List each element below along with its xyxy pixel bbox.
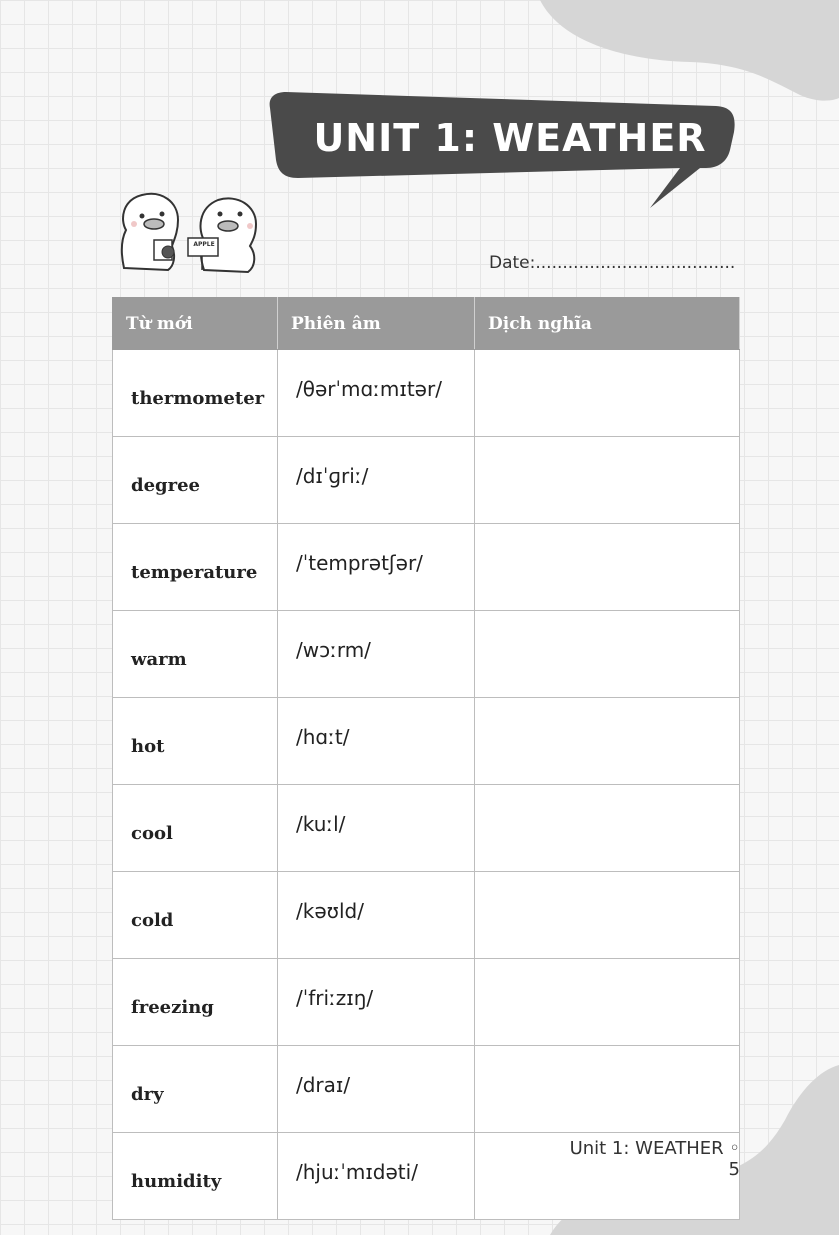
table-row	[113, 698, 740, 785]
ipa-cell: /draɪ/	[278, 1046, 475, 1133]
word-cell: temperature	[113, 524, 278, 611]
meaning-cell[interactable]	[475, 350, 740, 437]
table-header-row	[113, 298, 740, 350]
meaning-cell[interactable]	[475, 785, 740, 872]
vocabulary-table	[112, 297, 740, 1220]
meaning-cell[interactable]	[475, 1046, 740, 1133]
ipa-cell: /θərˈmɑːmɪtər/	[278, 350, 475, 437]
word-cell: degree	[113, 437, 278, 524]
word-cell: hot	[113, 698, 278, 785]
meaning-cell[interactable]	[475, 524, 740, 611]
ipa-cell: /ˈfriːzɪŋ/	[278, 959, 475, 1046]
header-pronunciation: Phiên âm	[278, 298, 475, 350]
date-field: Date:.....................................	[489, 253, 736, 273]
word-cell: thermometer	[113, 350, 278, 437]
word-cell: dry	[113, 1046, 278, 1133]
word-cell: cold	[113, 872, 278, 959]
page-footer: Unit 1: WEATHER ◦ 5	[569, 1138, 740, 1180]
ipa-cell: /kuːl/	[278, 785, 475, 872]
header-meaning: Dịch nghĩa	[475, 298, 740, 350]
ipa-cell: /hjuːˈmɪdəti/	[278, 1133, 475, 1220]
table-row	[113, 524, 740, 611]
meaning-cell[interactable]	[475, 437, 740, 524]
table-row	[113, 872, 740, 959]
word-cell: cool	[113, 785, 278, 872]
ipa-cell: /ˈtemprətʃər/	[278, 524, 475, 611]
ipa-cell: /kəʊld/	[278, 872, 475, 959]
word-cell: humidity	[113, 1133, 278, 1220]
word-cell: freezing	[113, 959, 278, 1046]
meaning-cell[interactable]	[475, 611, 740, 698]
table-row	[113, 785, 740, 872]
ipa-cell: /wɔːrm/	[278, 611, 475, 698]
table-row	[113, 350, 740, 437]
table-row	[113, 437, 740, 524]
apple-sign-text: APPLE	[193, 241, 215, 248]
ipa-cell: /hɑːt/	[278, 698, 475, 785]
meaning-cell[interactable]	[475, 698, 740, 785]
meaning-cell[interactable]	[475, 872, 740, 959]
meaning-cell[interactable]	[475, 959, 740, 1046]
table-row	[113, 959, 740, 1046]
page-title: UNIT 1: WEATHER	[313, 116, 707, 160]
header-new-word: Từ mới	[113, 298, 278, 350]
ipa-cell: /dɪˈɡriː/	[278, 437, 475, 524]
duck-mascots-illustration	[116, 190, 266, 276]
table-row	[113, 1046, 740, 1133]
word-cell: warm	[113, 611, 278, 698]
table-row	[113, 611, 740, 698]
